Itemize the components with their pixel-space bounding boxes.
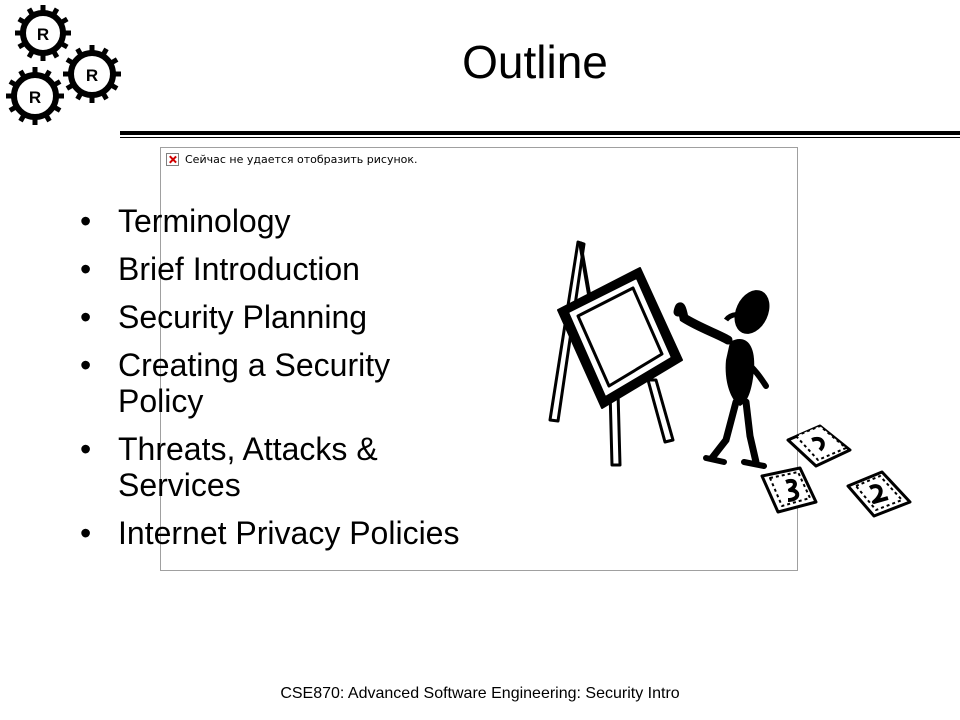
bullet-text: Terminology	[118, 203, 291, 239]
broken-image-notice	[166, 153, 418, 166]
logo-letter: R	[36, 25, 50, 44]
gear-icon	[63, 45, 121, 103]
bullet-marker: •	[80, 299, 92, 335]
slide-title: Outline	[462, 36, 608, 88]
gear-tooth	[21, 115, 25, 121]
gear-tooth	[10, 82, 16, 86]
logo-letter: R	[85, 66, 99, 85]
presenter-easel-clipart	[530, 230, 940, 530]
gear-tooth	[10, 107, 16, 111]
bullet-item	[80, 347, 480, 419]
gear-tooth	[19, 19, 25, 23]
gear-icon	[6, 67, 64, 125]
broken-image-icon	[166, 153, 179, 166]
bullet-item	[80, 251, 480, 287]
gear-tooth	[19, 44, 25, 48]
gear-tooth	[54, 9, 58, 15]
bullet-text: Brief Introduction	[118, 251, 360, 287]
bullet-text: Security Planning	[118, 299, 368, 335]
gear-tooth	[78, 93, 82, 99]
numbered-cards-icon	[762, 426, 910, 516]
bullet-marker: •	[80, 203, 92, 239]
bullet-item	[80, 431, 480, 503]
gear-tooth	[29, 9, 33, 15]
slide-footer: CSE870: Advanced Software Engineering: Security Intro	[280, 685, 680, 702]
logo-letter: R	[28, 88, 42, 107]
bullet-text: Threats, Attacks & Services	[118, 431, 378, 503]
gear-tooth	[54, 82, 60, 86]
gears-logo	[0, 0, 140, 140]
bullet-marker: •	[80, 347, 92, 383]
gear-tooth	[78, 49, 82, 55]
gear-tooth	[111, 60, 117, 64]
gear-icon	[15, 5, 71, 61]
gear-tooth	[21, 71, 25, 77]
bullet-item	[80, 203, 480, 239]
gear-tooth	[54, 107, 60, 111]
gear-tooth	[46, 71, 50, 77]
bullet-marker: •	[80, 515, 92, 551]
bullet-marker: •	[80, 251, 92, 287]
gear-tooth	[103, 93, 107, 99]
bullet-text: Creating a Security Policy	[118, 347, 391, 419]
gear-tooth	[61, 19, 67, 23]
bullet-item	[80, 299, 480, 335]
easel-icon	[550, 242, 682, 465]
bullet-item	[80, 515, 480, 551]
gear-tooth	[61, 44, 67, 48]
broken-image-text: Сейчас не удается отобразить рисунок.	[185, 153, 418, 166]
gear-tooth	[67, 85, 73, 89]
gear-tooth	[29, 51, 33, 57]
presenter-figure-icon	[678, 284, 776, 466]
gear-tooth	[103, 49, 107, 55]
gear-tooth	[111, 85, 117, 89]
gear-tooth	[54, 51, 58, 57]
gear-tooth	[46, 115, 50, 121]
bullet-list	[80, 203, 480, 563]
gear-tooth	[67, 60, 73, 64]
bullet-text: Internet Privacy Policies	[118, 515, 460, 551]
title-divider-thin	[120, 137, 960, 138]
title-divider	[120, 131, 960, 135]
bullet-marker: •	[80, 431, 92, 467]
